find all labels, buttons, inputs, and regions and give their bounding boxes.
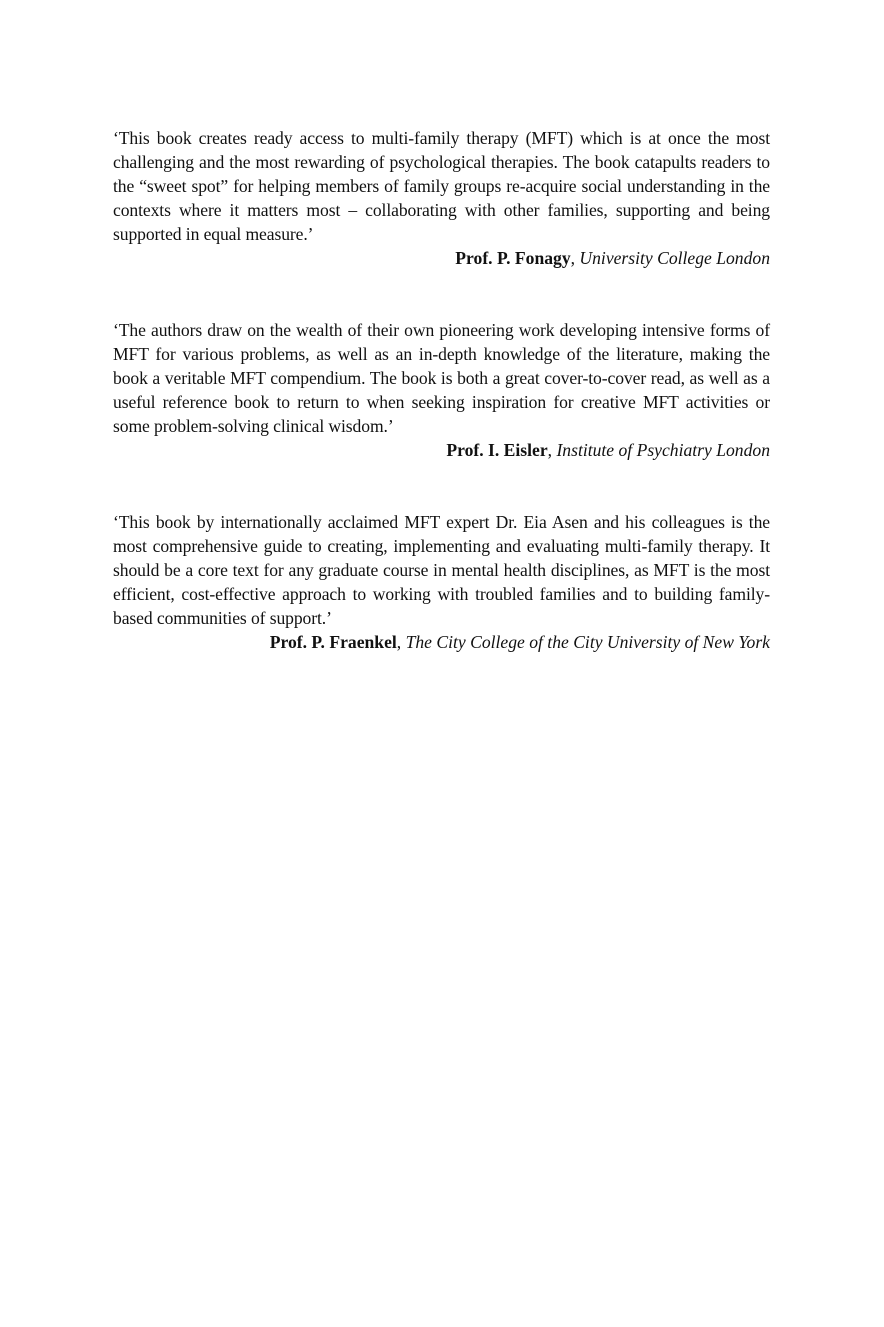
endorsement-eisler [113,318,770,462]
endorsement-fraenkel [113,510,770,654]
endorsement-quote: ‘This book by internationally acclaimed MFT expert Dr. Eia Asen and his colleagues is the most comprehensive guide to creating, implementing and evaluating multi-family therapy. It should be a core text for any graduate course in mental health disciplines, as MFT is the most efficient, cost-effective approach to working with troubled families and to building family-based communities of support.’ [113,512,770,628]
endorser-affiliation: The City College of the City University of New York [405,632,770,652]
endorser-affiliation: University College London [579,248,770,268]
endorsement-quote: ‘This book creates ready access to multi-family therapy (MFT) which is at once the most challenging and the most rewarding of psychological therapies. The book catapults readers to the “sweet spot” for helping members of family groups re-acquire social understanding in the contexts where it matters most – collaborating with other families, supporting and being supported in equal measure.’ [113,128,770,244]
endorsements-page [113,126,770,702]
endorsement-attribution [113,246,770,270]
attribution-separator: , [547,440,557,460]
endorser-affiliation: Institute of Psychiatry London [556,440,770,460]
endorsement-quote: ‘The authors draw on the wealth of their own pioneering work developing intensive forms of MFT for various problems, as well as an in-depth knowledge of the literature, making the book a veritable MFT compendium. The book is both a great cover-to-cover read, as well as a useful reference book to return to when seeking inspiration for creative MFT activities or some problem-solving clinical wisdom.’ [113,320,770,436]
endorser-name: Prof. P. Fonagy [455,248,571,268]
endorser-name: Prof. I. Eisler [446,440,548,460]
endorser-name: Prof. P. Fraenkel [269,632,397,652]
attribution-separator: , [396,632,406,652]
attribution-separator: , [570,248,580,268]
endorsement-fonagy [113,126,770,270]
endorsement-attribution [113,438,770,462]
endorsement-attribution [113,630,770,654]
